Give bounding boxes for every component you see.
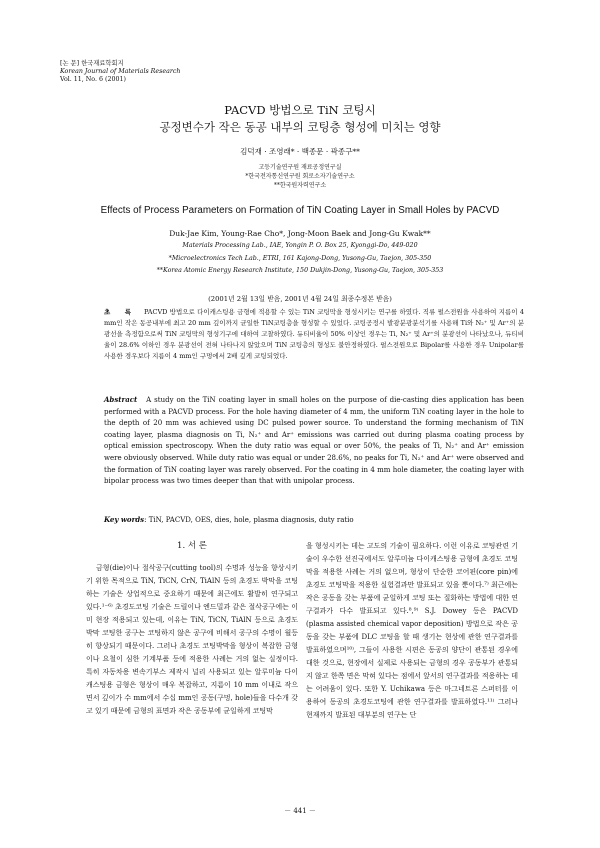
body-text-left: 금형(die)이나 절삭공구(cutting tool)의 수명과 성능을 향상시키기 위한 목적으로 TiN, TiCN, CrN, TiAlN 등의 초경도 박막을 코팅하는 기술은 상업적으로 중요하기 때문에 최근에도 활발히 연구되고 있다.¹⁻⁶⁾ 초경도코팅 기술은 드릴이나 엔드밀과 같은 절삭공구에는 이미 현장 적용되고 있는데, 이유는 TiN, TiCN, TiAlN 등으로 초경도 박막 코팅한 공구는 코팅하지 않은 공구에 비해서 공구의 수명이 월등히 향상되기 때문이다. 그러나 초경도 코팅박막을 형상이 복잡한 금형이나 요철이 심한 기계부품 등에 적용한 사례는 거의 없는 실정이다. 특히 자동차용 변속기부스 제작시 널리 사용되고 있는 알루미늄 다이캐스팅용 금형은 형상이 매우 복잡하고, 지름이 10 mm 이내로 작으면서 깊이가 수 mm에서 수십 mm인 공동(구멍, hole)들을 다수개 갖고 있기 때문에 금형의 표면과 작은 공동부에 균일하게 코팅막 [86,564,298,715]
keywords-text: : TiN, PACVD, OES, dies, hole, plasma diagnosis, duty ratio [144,516,354,524]
title-english: Effects of Process Parameters on Formation of TiN Coating Layer in Small Holes by PACVD [100,205,500,216]
journal-name: Korean Journal of Materials Research [60,68,181,75]
keywords [104,515,524,524]
abstract-english [104,394,524,488]
title-korean-line1: PACVD 방법으로 TiN 코팅시 [224,103,376,117]
received-dates: (2001년 2월 13일 받음, 2001년 4월 24일 최종수정본 받음) [208,295,392,303]
affiliation-korean-2: *한국전자통신연구원 회로소자기술연구소 [245,173,355,180]
journal-header [60,60,180,84]
affiliation-korean-1: 고등기술연구원 재료공정연구실 [258,164,342,171]
keywords-label: Key words [104,515,145,524]
abstract-korean-label: 초 록 [104,308,138,316]
affiliation-english-2: *Microelectronics Tech Lab., ETRI, 161 Kajong-Dong, Yusong-Gu, Taejon, 305-350 [168,255,432,262]
affiliation-english-3: **Korea Atomic Energy Research Institute, 150 Dukjin-Dong, Yusong-Gu, Taejon, 305-353 [156,267,444,274]
authors-english: Duk-Jae Kim, Young-Rae Cho*, Jong-Moon Baek and Jong-Gu Kwak** [169,229,431,238]
page-number: － 441 － [284,807,316,815]
section-title: 1. 서 론 [177,541,207,551]
abstract-korean-text: PACVD 방법으로 다이캐스팅용 금형에 적용할 수 있는 TiN 코팅막을 형성시키는 연구를 하였다. 직류 펄스전원을 사용하여 지름이 4 mm인 작은 동공내부에 최고 20 mm 깊이까지 균일한 TiN코팅층을 형성할 수 있었다. 코팅공정시 발광분광분석기를 사용해 Ti와 N₂⁺ 및 Ar⁺의 분광선을 측정함으로써 TiN 코팅막의 형성기구에 대하여 고찰하였다. 듀티비율이 50% 이상인 경우는 Ti, N₂⁺ 및 Ar⁺의 분광선이 나타났으나, 듀티비율이 28.6% 이하인 경우 분광선이 전혀 나타나지 않았으며 TiN 코팅층의 형성도 불안정하였다. 펄스전원으로 Bipolar를 사용한 경우 Unipolar를 사용한 경우보다 지름이 4 mm인 구멍에서 2배 깊게 코팅되었다. [104,308,525,360]
body-column-right [306,540,518,722]
body-text-right: 을 형성시키는 데는 고도의 기술이 필요하다. 이런 이유로 코팅관련 기술이 우수한 선진국에서도 알루미늄 다이캐스팅용 금형에 초경도 코팅막을 적용한 사례는 거의 없으며, 형상이 단순한 코어핀(core pin)에 초경도 코팅막을 적용한 실험결과만 발표되고 있을 뿐이다.⁷⁾ 최근에는 작은 공동을 갖는 부품에 균일하게 코팅 또는 질화하는 방법에 대한 연구결과가 다수 발표되고 있다.⁸,⁹⁾ S.J. Dowey 등은 PACVD (plasma assisted chemical vapor deposition) 방법으로 작은 공동을 갖는 부품에 DLC 코팅을 할 때 생기는 현상에 관한 연구결과를 발표하였으며¹⁰⁾, 그들이 사용한 시편은 동공의 양단이 관통된 경우에 대한 것으로, 현장에서 실제로 사용되는 금형의 경우 공동부가 관통되지 않고 한쪽 면은 막혀 있다는 점에서 앞서의 연구결과를 적용하는 데는 어려움이 있다. 또한 Y. Uchikawa 등은 마그네트론 스퍼터를 이용하여 동공의 초경도코팅에 관한 연구결과를 발표하였다.¹¹⁾ 그러나 현재까지 발표된 대부분의 연구는 단 [306,542,518,719]
title-korean-line2: 공정변수가 작은 동공 내부의 코팅층 형성에 미치는 영향 [159,120,441,134]
authors-korean: 김덕재 · 조영래* · 백종문 · 곽종구** [240,147,360,156]
affiliation-korean-3: **한국원자력연구소 [273,182,327,189]
journal-kind: [논 문] 한국재료학회지 [60,60,124,67]
journal-volume: Vol. 11, No. 6 (2001) [60,76,126,83]
affiliation-english-1: Materials Processing Lab., IAE, Yongin P. O. Box 25, Kyonggi-Do, 449-020 [182,242,418,249]
abstract-english-text: A study on the TiN coating layer in small holes on the purpose of die-casting dies application has been performed with a PACVD process. For the hole having diameter of 4 mm, the uniform TiN coating layer in the hole to the depth of 20 mm was achieved using DC pulsed power source. To understand the forming mechanism of TiN coating layer, plasma diagnosis on Ti, N₂⁺ and Ar⁺ emissions was carried out during plasma coating process by optical emission spectroscopy. When the duty ratio was equal or over 50%, the peaks of Ti, N₂⁺ and Ar⁺ emission were obviously observed. While duty ratio was equal or under 28.6%, no peaks for Ti, N₂⁺ and Ar⁺ were observed and the formation of TiN coating layer was rarely observed. For the coating in 4 mm hole diameter, the coating layer with bipolar process was two times deeper than that with unipolar process. [104,396,524,486]
abstract-english-label: Abstract [104,395,138,404]
body-column-left [86,540,298,718]
abstract-korean [104,307,524,362]
